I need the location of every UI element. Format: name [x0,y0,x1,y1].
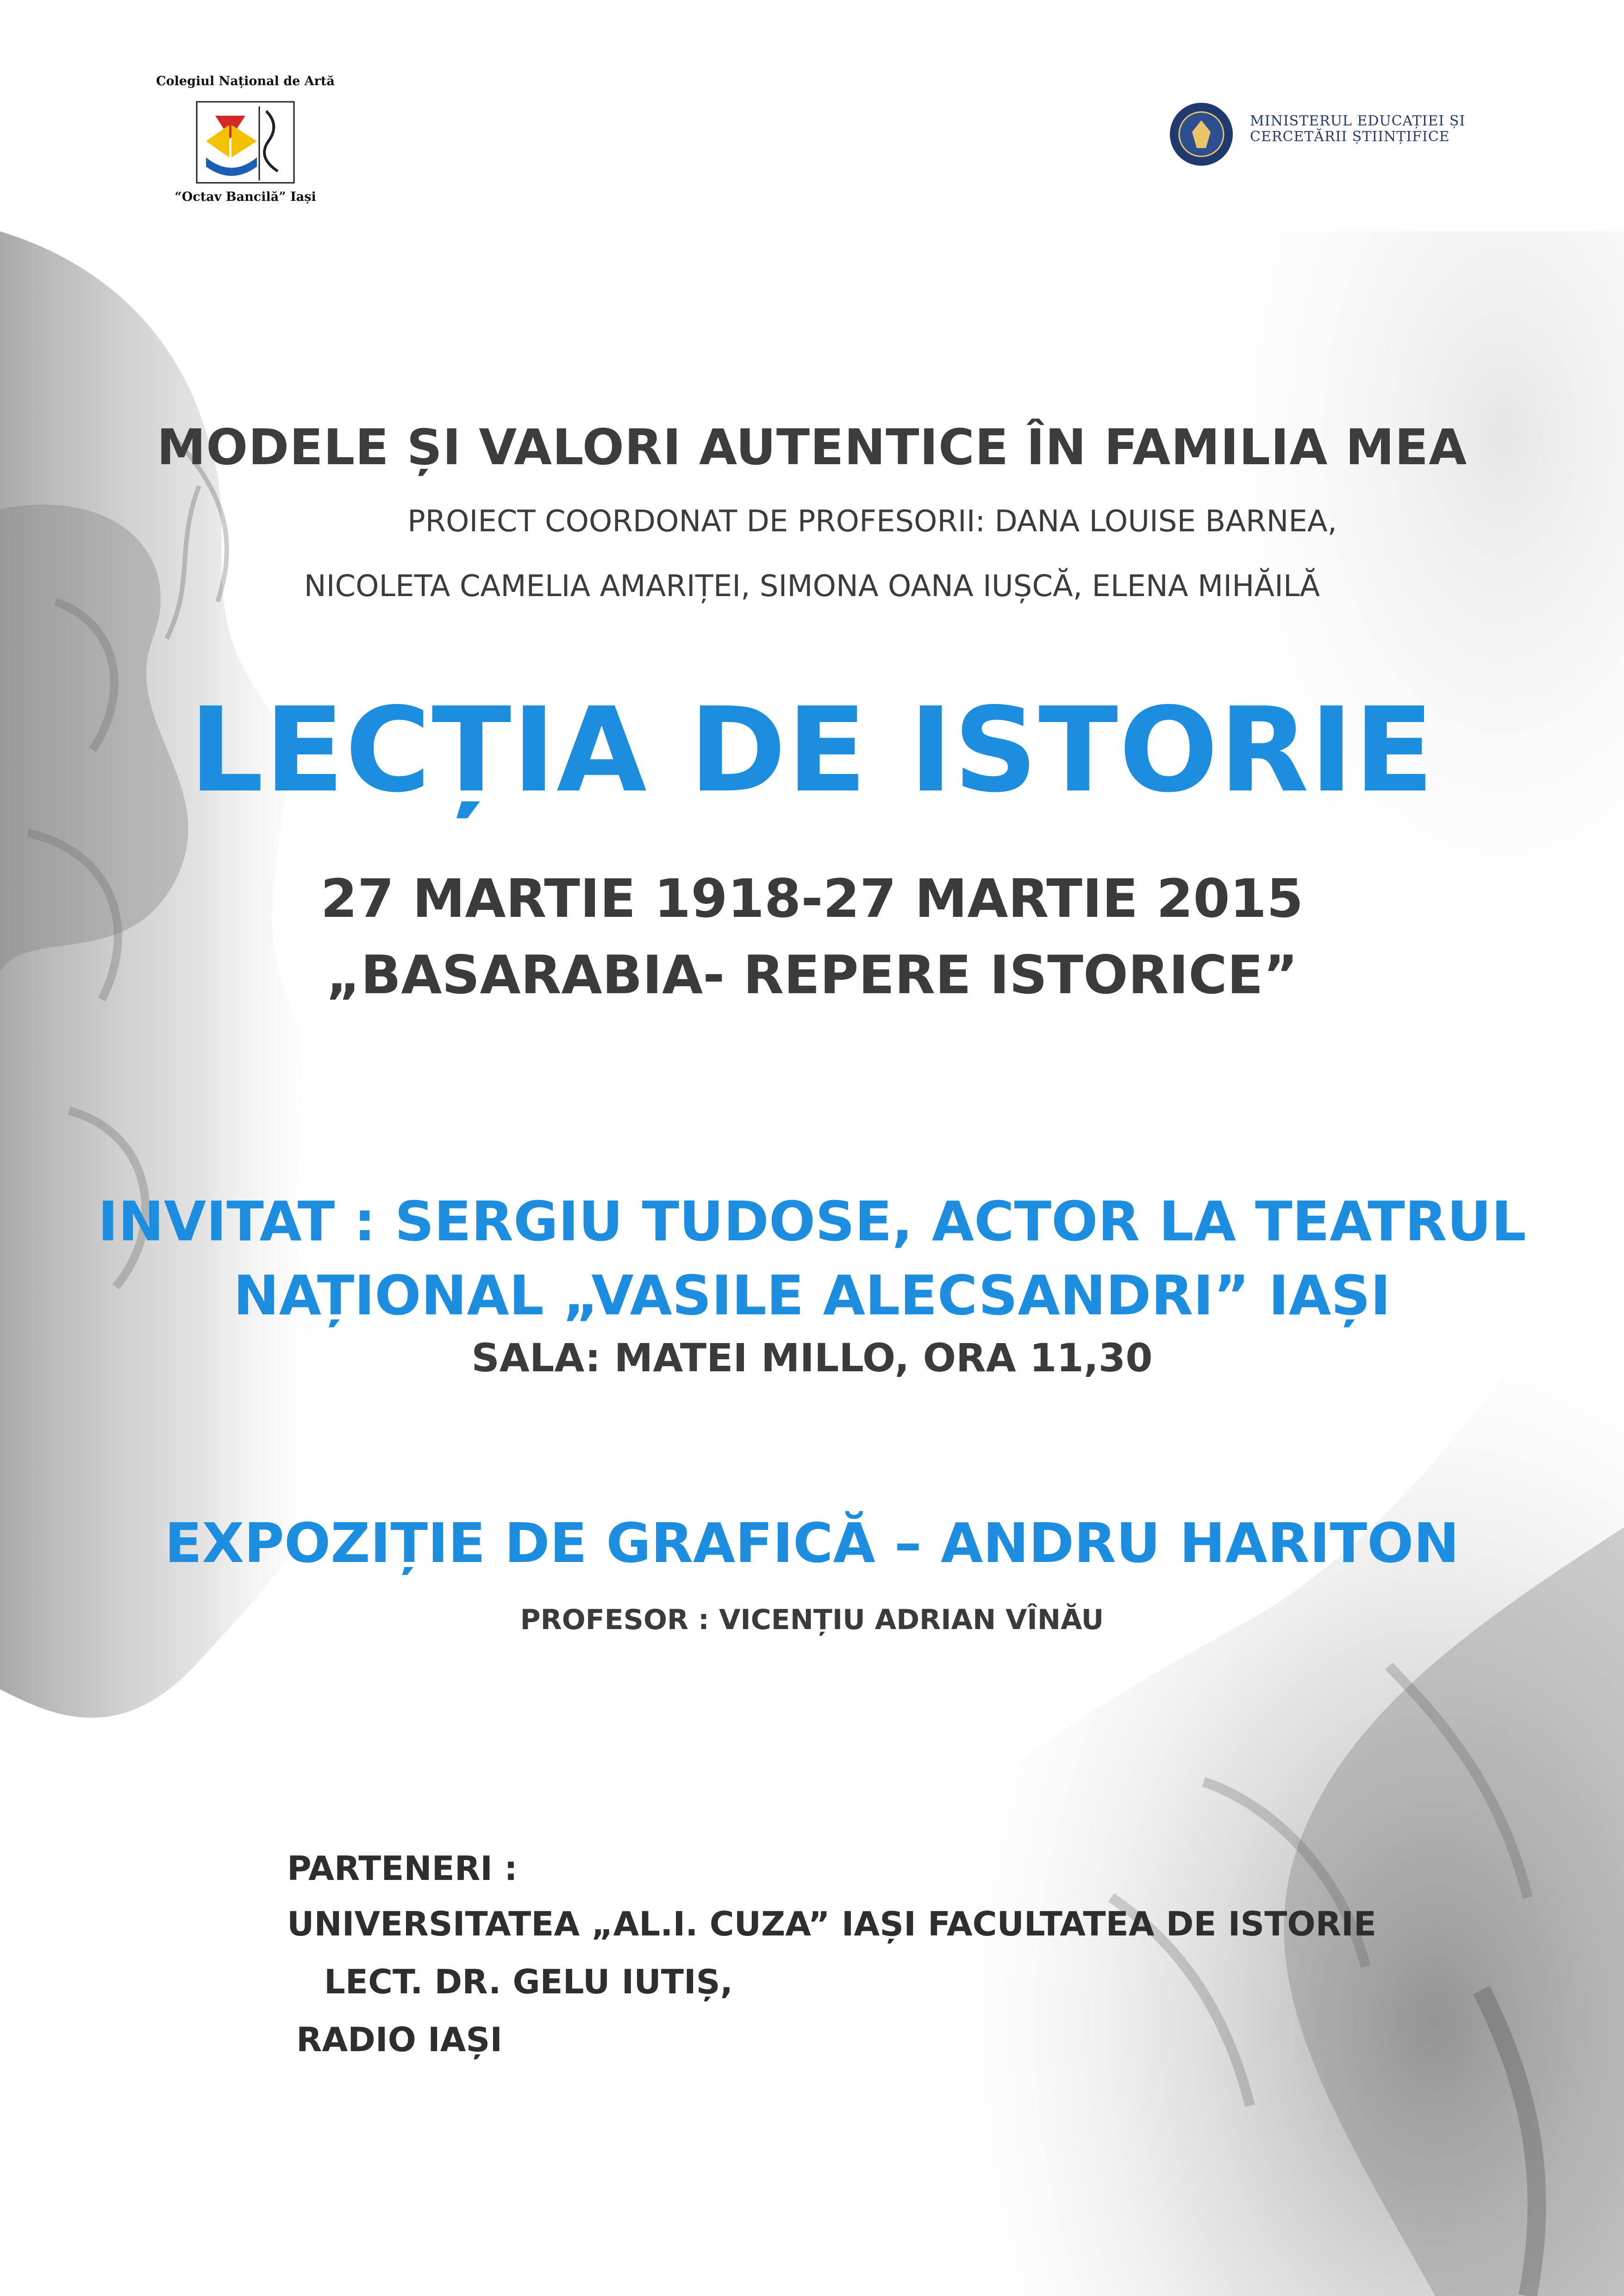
partner-item: RADIO IAȘI [296,2020,503,2059]
ministry-name-line1: MINISTERUL EDUCAȚIEI ȘI [1250,113,1466,129]
event-subtitle: „BASARABIA- REPERE ISTORICE” [326,944,1298,1006]
project-title: MODELE ȘI VALORI AUTENTICE ÎN FAMILIA MEA [156,419,1468,476]
coordinators-line-2: NICOLETA CAMELIA AMARIȚEI, SIMONA OANA IUȘCĂ, ELENA MIHĂILĂ [304,569,1320,604]
ministry-name-line2: CERCETĂRII ȘTIINȚIFICE [1250,129,1450,145]
guest-line-2: NAȚIONAL „VASILE ALECSANDRI” IAȘI [233,1263,1391,1327]
exhibition-title: EXPOZIȚIE DE GRAFICĂ – ANDRU HARITON [164,1511,1460,1575]
exhibition-teacher: PROFESOR : VICENȚIU ADRIAN VÎNĂU [520,1604,1104,1636]
government-seal-icon [1167,100,1241,169]
school-name-top: Colegiul Național de Artă [156,74,335,88]
partner-item: LECT. DR. GELU IUTIȘ, [324,1962,733,2001]
event-title: LECȚIA DE ISTORIE [189,683,1435,818]
school-logo [148,74,343,213]
ministry-logo [1167,100,1491,169]
partners-heading: PARTENERI : [287,1849,518,1888]
guest-line-1: INVITAT : SERGIU TUDOSE, ACTOR LA TEATRUL [98,1189,1526,1253]
school-emblem-icon [187,97,303,190]
coordinators-line-1: PROIECT COORDONAT DE PROFESORII: DANA LOUISE BARNEA, [407,504,1337,539]
school-name-bottom: “Octav Bancilă” Iași [175,190,316,204]
venue-time: SALA: MATEI MILLO, ORA 11,30 [471,1335,1153,1381]
partner-item: UNIVERSITATEA „AL.I. CUZA” IAȘI FACULTATEA DE ISTORIE [287,1904,1377,1943]
event-date: 27 MARTIE 1918-27 MARTIE 2015 [320,868,1304,929]
